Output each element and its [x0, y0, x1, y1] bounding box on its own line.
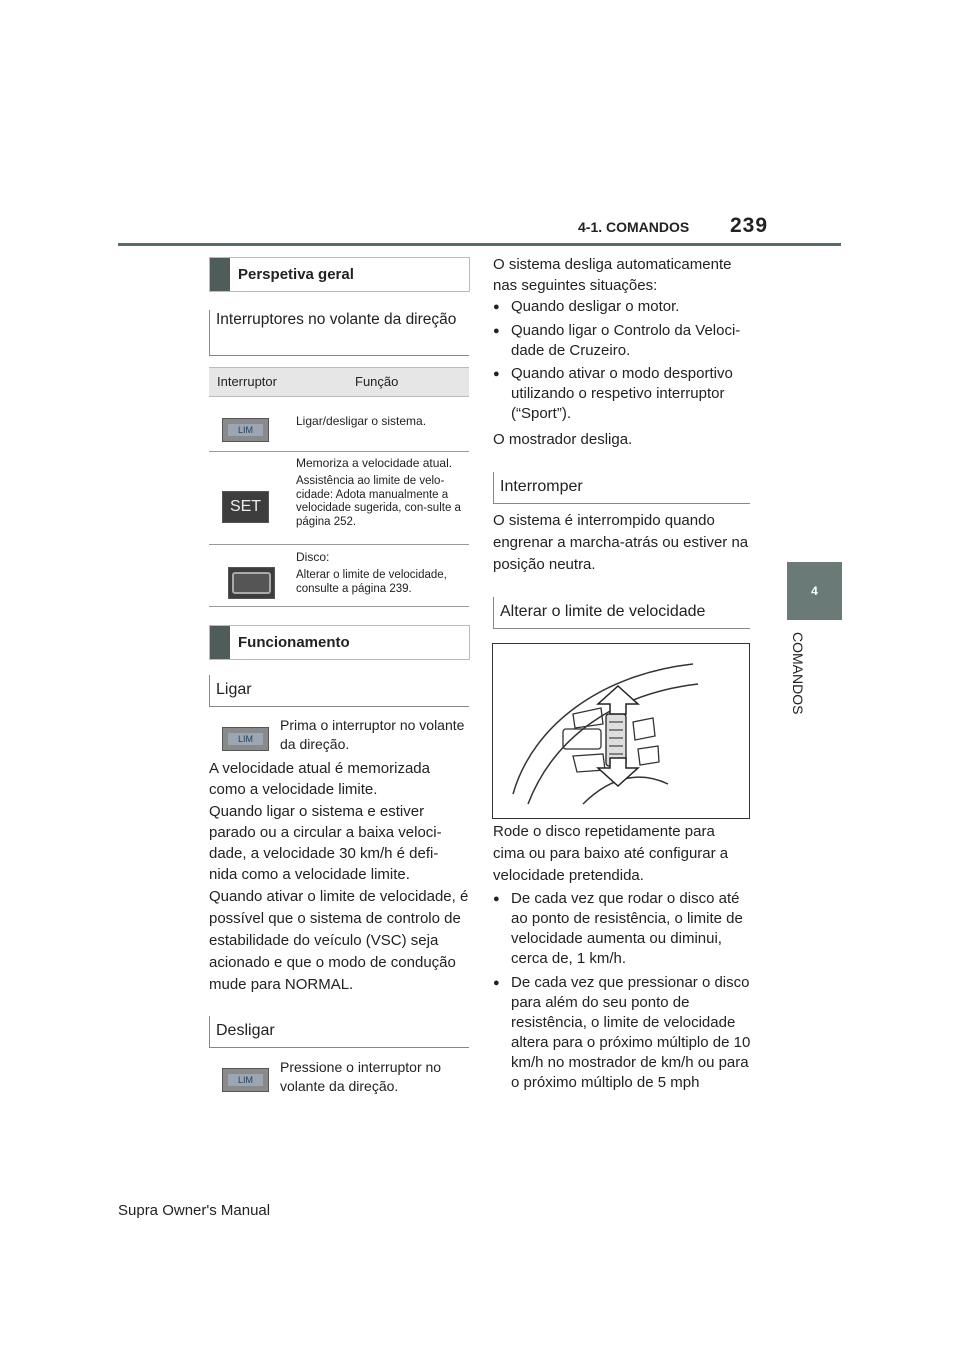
col-switch: Interruptor [217, 374, 277, 389]
switches-heading: Interruptores no volante da direção [209, 310, 469, 356]
bullet-item: ● De cada vez que pressionar o disco para além do seu ponto de resistência, o limite de velocidade altera para o próximo múltiplo de 10 km/h no mostrador de km/h ou para o próximo múltiplo de 5 mph [493, 973, 751, 1093]
lim-button-icon: LIM [222, 1068, 269, 1092]
lim-button-icon: LIM [222, 727, 269, 751]
chapter-header: 4-1. COMANDOS [578, 219, 690, 235]
row-function: Alterar o limite de velocidade, consulte a página 239. [296, 569, 447, 595]
paragraph: O mostrador desliga. [493, 431, 633, 448]
set-button-icon: SET [222, 491, 269, 523]
row-divider [209, 544, 469, 545]
paragraph: Rode o disco repetidamente para cima ou para baixo até configurar a velocidade pretendida. [493, 823, 729, 884]
bullet-item: ● De cada vez que rodar o disco até ao ponto de resistência, o limite de velocidade aumenta ou diminui, cerca de, 1 km/h. [493, 889, 751, 969]
paragraph: Quando ligar o sistema e estiver parado ou a circular a baixa veloci-dade, a velocidade 30 km/h é defi-nida como a velocidade limite. [209, 803, 442, 883]
overview-heading: Perspetiva geral [209, 257, 470, 292]
bullet-item: ● Quando ligar o Controlo da Veloci-dade de Cruzeiro. [493, 321, 751, 361]
paragraph: O sistema desliga automaticamente nas seguintes situações: [493, 256, 732, 294]
chapter-tab-label: COMANDOS [790, 632, 806, 715]
page-number: 239 [730, 214, 769, 237]
change-limit-heading: Alterar o limite de velocidade [493, 597, 750, 629]
manual-footer: Supra Owner's Manual [118, 1202, 271, 1219]
row-function: Disco: [296, 550, 330, 564]
lim-button-icon: LIM [222, 418, 269, 442]
off-heading: Desligar [209, 1016, 469, 1048]
chapter-tab-number: 4 [787, 562, 842, 620]
row-divider [209, 451, 469, 452]
paragraph: O sistema é interrompido quando engrenar a marcha-atrás ou estiver na posição neutra. [493, 512, 749, 573]
operation-heading: Funcionamento [209, 625, 470, 660]
bullet-item: ● Quando ativar o modo desportivo utilizando o respetivo interruptor (“Sport”). [493, 364, 751, 424]
header-rule [118, 243, 841, 246]
paragraph: A velocidade atual é memorizada como a velocidade limite. [209, 760, 430, 798]
row-function: Assistência ao limite de velo-cidade: Adota manualmente a velocidade sugerida, con-sulte a página 252. [296, 475, 461, 528]
col-function: Função [355, 374, 399, 389]
off-instruction: Pressione o interruptor no volante da direção. [280, 1059, 442, 1094]
row-divider [209, 606, 469, 607]
table-header [209, 367, 469, 397]
interrupt-heading: Interromper [493, 472, 750, 504]
on-instruction: Prima o interruptor no volante da direção. [280, 717, 465, 752]
on-heading: Ligar [209, 675, 469, 707]
row-function: Memoriza a velocidade atual. [296, 456, 453, 470]
row-function: Ligar/desligar o sistema. [296, 414, 427, 428]
disc-icon [228, 567, 275, 599]
bullet-item: ● Quando desligar o motor. [493, 297, 751, 317]
paragraph: Quando ativar o limite de velocidade, é possível que o sistema de controlo de estabilidade do veículo (VSC) seja acionado e que o modo de condução mude para NORMAL. [209, 888, 469, 993]
steering-wheel-illustration [492, 643, 750, 819]
